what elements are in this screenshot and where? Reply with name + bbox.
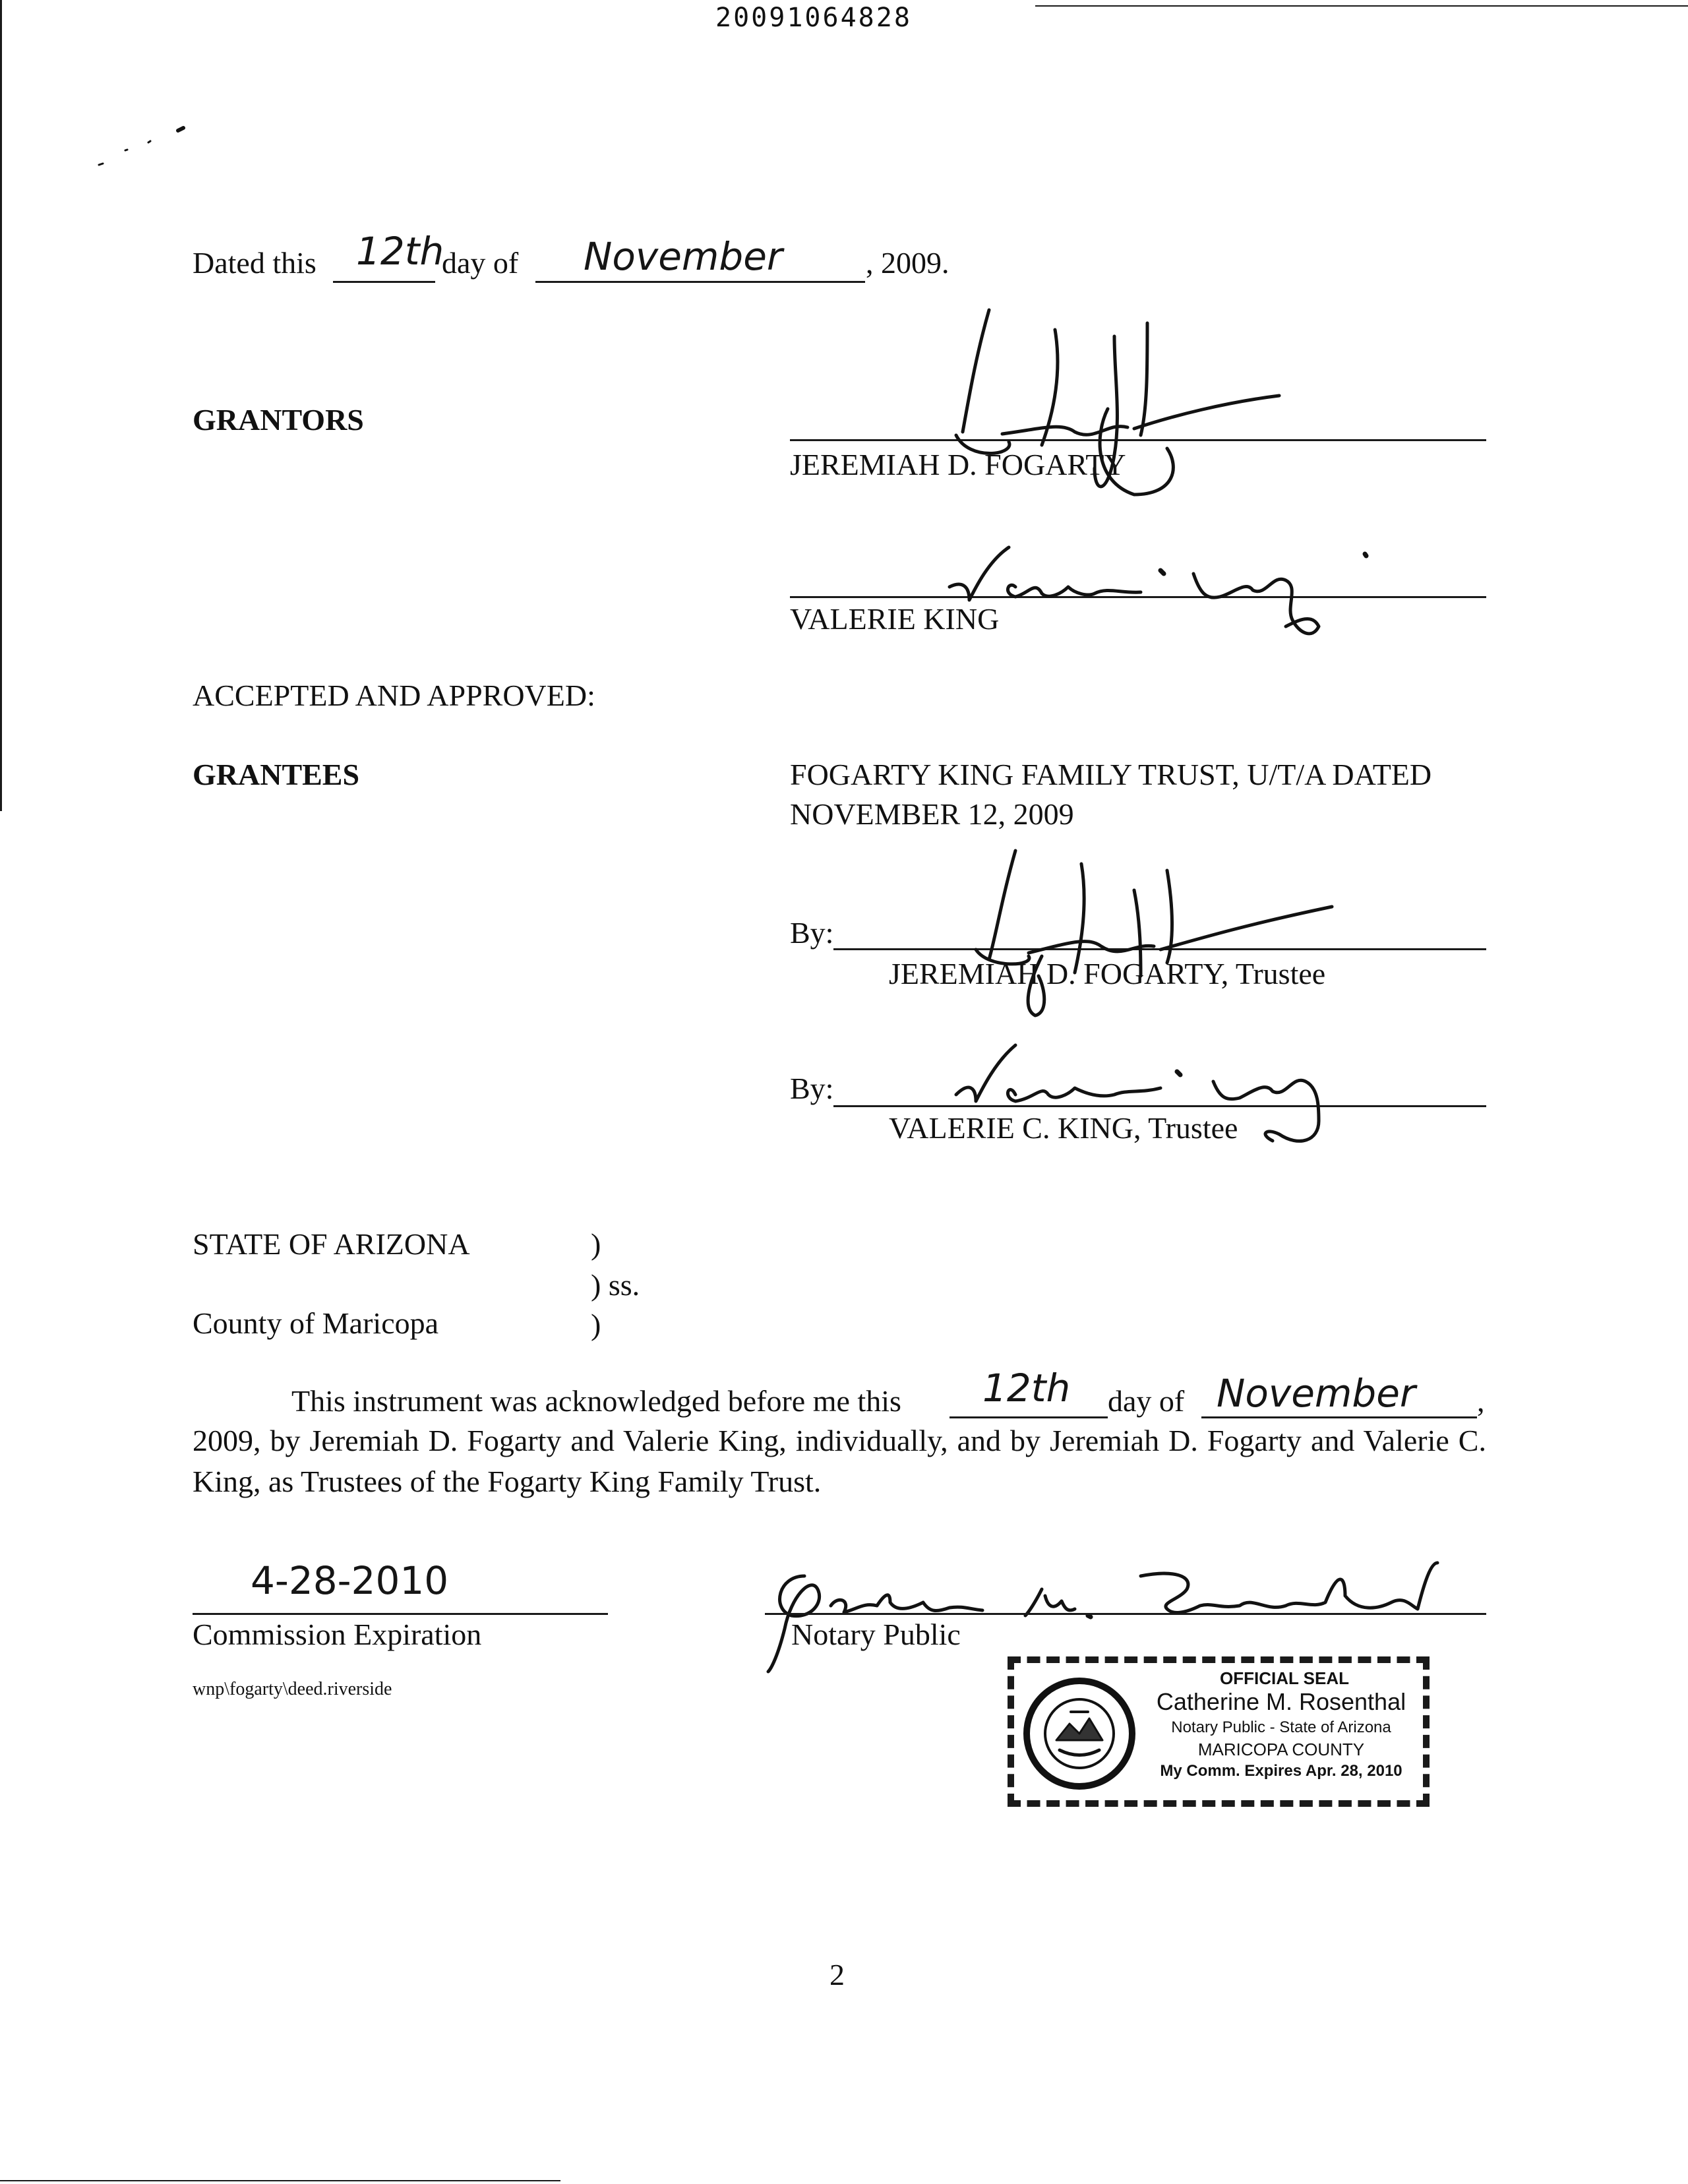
official-seal-stamp	[1008, 1656, 1430, 1807]
by-label-1: By:	[790, 916, 834, 950]
accepted-and-approved: ACCEPTED AND APPROVED:	[193, 679, 595, 712]
ack-day-of: day of	[1108, 1384, 1185, 1418]
ack-day-handwritten: 12th	[982, 1366, 1071, 1410]
venue-ss: ) ss.	[591, 1268, 640, 1302]
ack-day-underline	[950, 1416, 1108, 1418]
dated-day-of: day of	[442, 246, 519, 280]
recording-number: 20091064828	[715, 3, 912, 33]
file-reference: wnp\fogarty\deed.riverside	[193, 1679, 392, 1699]
venue-paren-close: )	[591, 1308, 601, 1341]
dated-prefix: Dated this	[193, 246, 316, 280]
notary-label: Notary Public	[791, 1618, 961, 1651]
dated-day-underline	[333, 281, 435, 283]
seal-line-expiry: My Comm. Expires Apr. 28, 2010	[1160, 1762, 1402, 1780]
scan-speck-marks	[86, 119, 191, 178]
seal-notary-name: Catherine M. Rosenthal	[1156, 1688, 1406, 1715]
grantor2-name: VALERIE KING	[790, 602, 1000, 636]
bottom-edge-rule	[0, 2180, 560, 2181]
commission-underline	[193, 1613, 608, 1615]
trustee1-signature	[923, 844, 1345, 1022]
trust-name-line1: FOGARTY KING FAMILY TRUST, U/T/A DATED	[790, 758, 1432, 791]
venue-paren-open: )	[591, 1227, 601, 1261]
ack-comma: ,	[1477, 1384, 1485, 1418]
grantors-heading: GRANTORS	[193, 403, 364, 437]
dated-year: , 2009.	[866, 246, 950, 280]
commission-label: Commission Expiration	[193, 1618, 482, 1651]
seal-line-county: MARICOPA COUNTY	[1197, 1740, 1365, 1759]
header-rule	[1035, 5, 1688, 7]
dated-month-handwritten: November	[584, 234, 783, 279]
by-label-2: By:	[790, 1072, 834, 1105]
seal-line-state: Notary Public - State of Arizona	[1171, 1718, 1391, 1736]
trustee2-name: VALERIE C. KING, Trustee	[889, 1111, 1238, 1145]
notary-signature-line	[765, 1613, 1486, 1615]
ack-body: 2009, by Jeremiah D. Fogarty and Valerie King, individually, and by Jeremiah D. Fogarty and Valerie C. King, as Trustees of the Fogarty King Family Trust.	[193, 1424, 1486, 1498]
grantees-heading: GRANTEES	[193, 758, 360, 791]
ack-month-handwritten: November	[1217, 1371, 1416, 1416]
trustee1-name: JEREMIAH D. FOGARTY, Trustee	[889, 957, 1326, 990]
trust-name-line2: NOVEMBER 12, 2009	[790, 797, 1074, 831]
grantor1-name: JEREMIAH D. FOGARTY	[790, 448, 1126, 481]
venue-county: County of Maricopa	[193, 1306, 439, 1340]
left-edge-rule	[0, 0, 2, 811]
seal-title: OFFICIAL SEAL	[1220, 1668, 1349, 1688]
grantor2-signature	[943, 534, 1404, 646]
ack-month-underline	[1201, 1416, 1477, 1418]
venue-state: STATE OF ARIZONA	[193, 1227, 470, 1261]
ack-prefix: This instrument was acknowledged before me this	[291, 1384, 901, 1418]
arizona-state-seal-icon	[1023, 1678, 1135, 1790]
page-number: 2	[829, 1958, 845, 1991]
commission-date-handwritten: 4-28-2010	[251, 1558, 449, 1603]
dated-day-handwritten: 12th	[356, 229, 444, 274]
dated-month-underline	[535, 281, 865, 283]
